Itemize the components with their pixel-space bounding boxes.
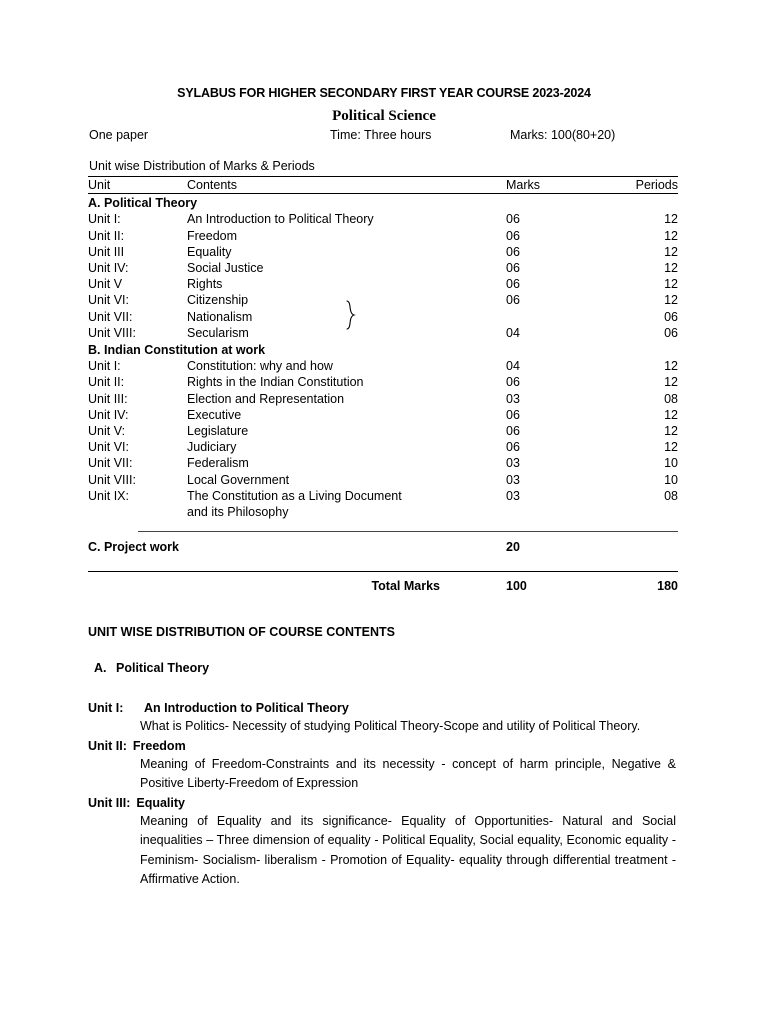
row-periods: 12 (664, 244, 678, 259)
row-periods: 08 (664, 488, 678, 503)
row-marks: 03 (506, 456, 520, 471)
total-marks-label: Total Marks (371, 579, 440, 593)
table-row (88, 260, 678, 276)
row-periods: 12 (664, 359, 678, 374)
column-header-unit: Unit (88, 178, 111, 192)
project-work-label: C. Project work (88, 540, 179, 554)
row-unit: Unit III (88, 244, 125, 259)
row-unit: Unit V: (88, 424, 126, 439)
row-contents (187, 309, 506, 325)
table-row (88, 391, 678, 407)
distribution-caption: Unit wise Distribution of Marks & Periods (89, 159, 315, 173)
row-unit: Unit V (88, 277, 123, 292)
section-title-b: B. Indian Constitution at work (88, 343, 266, 358)
row-periods: 12 (664, 277, 678, 292)
row-periods: 10 (664, 456, 678, 471)
row-unit: Unit II: (88, 228, 125, 243)
group-title: Political Theory (116, 661, 210, 675)
row-contents: Equality (187, 244, 232, 259)
row-contents: Constitution: why and how (187, 359, 333, 374)
row-periods: 12 (664, 212, 678, 227)
row-periods: 08 (664, 391, 678, 406)
row-unit: Unit IV: (88, 261, 129, 276)
row-marks (506, 309, 602, 325)
table-header-row (88, 177, 678, 193)
row-contents: Citizenship (187, 293, 249, 308)
unit-body-3: Meaning of Equality and its significance- Equality of Opportunities- Natural and Social inequalities – Three dimension of equality - Political Equality, Social equality, Economic equality - Feminism- Socialism- liberalism - Promotion of Equality- equality through differential treatment -Affirmative Action. (140, 813, 676, 886)
table-row (88, 504, 678, 520)
row-periods: 06 (664, 325, 678, 340)
unit-heading-3 (88, 794, 676, 812)
row-unit (88, 504, 187, 520)
row-unit: Unit IX: (88, 488, 129, 503)
table-row (88, 276, 678, 292)
unit-body-1: What is Politics- Necessity of studying Political Theory-Scope and utility of Political Theory. (140, 719, 641, 733)
row-marks: 04 (506, 325, 520, 340)
marks-distribution-table (88, 176, 678, 520)
row-contents: Executive (187, 407, 242, 422)
row-contents: Rights (187, 277, 223, 292)
row-periods: 06 (664, 309, 678, 324)
row-marks: 06 (506, 375, 520, 390)
table-row (88, 309, 678, 325)
project-work-marks: 20 (506, 540, 520, 554)
row-periods (602, 504, 678, 520)
course-contents-section (88, 625, 676, 890)
section-title-a: A. Political Theory (88, 196, 198, 211)
table-section-heading-row (88, 194, 678, 211)
total-rule (88, 571, 678, 572)
unit-label: Unit I: (88, 701, 124, 715)
project-rule (138, 531, 678, 532)
row-unit: Unit VI: (88, 293, 129, 308)
row-contents: Social Justice (187, 261, 264, 276)
table-row (88, 228, 678, 244)
row-contents: Local Government (187, 472, 290, 487)
row-unit: Unit VIII: (88, 325, 136, 340)
total-marks-value: 100 (506, 579, 527, 593)
row-marks: 04 (506, 359, 520, 374)
table-row (88, 472, 678, 488)
row-contents: Legislature (187, 424, 249, 439)
row-unit: Unit I: (88, 359, 121, 374)
total-periods-value: 180 (657, 579, 678, 593)
table-row (88, 439, 678, 455)
row-marks: 03 (506, 391, 520, 406)
page-title: SYLABUS FOR HIGHER SECONDARY FIRST YEAR COURSE 2023-2024 (177, 86, 591, 100)
row-periods: 12 (664, 293, 678, 308)
unit-label: Unit III: (88, 795, 131, 810)
subject-title: Political Science (332, 108, 436, 124)
row-unit: Unit III: (88, 391, 128, 406)
column-header-periods: Periods (635, 178, 678, 192)
row-unit: Unit IV: (88, 407, 129, 422)
row-periods: 12 (664, 261, 678, 276)
table-row (88, 423, 678, 439)
table-row (88, 374, 678, 390)
row-marks: 06 (506, 212, 520, 227)
unit-label: Unit II: (88, 738, 127, 753)
row-unit: Unit VI: (88, 440, 129, 455)
row-marks: 06 (506, 228, 520, 243)
table-row (88, 488, 678, 504)
row-contents: and its Philosophy (187, 505, 289, 520)
row-contents: Secularism (187, 325, 249, 340)
unit-title: Freedom (132, 738, 186, 753)
row-marks: 06 (506, 244, 520, 259)
row-periods: 12 (664, 440, 678, 455)
table-row (88, 325, 678, 341)
unit-heading-2 (88, 737, 676, 755)
row-marks: 06 (506, 407, 520, 422)
row-contents: Election and Representation (187, 391, 345, 406)
table-row (88, 358, 678, 374)
column-header-contents: Contents (187, 178, 238, 192)
exam-time-label: Time: Three hours (330, 128, 432, 142)
row-marks: 03 (506, 472, 520, 487)
unit-heading-1 (88, 699, 676, 717)
unit-title: Equality (136, 795, 185, 810)
row-contents-text: Nationalism (187, 309, 253, 324)
course-group-heading (94, 661, 676, 675)
row-periods: 12 (664, 228, 678, 243)
row-marks: 06 (506, 440, 520, 455)
row-marks: 06 (506, 293, 520, 308)
table-row (88, 292, 678, 308)
table-row (88, 244, 678, 260)
row-periods: 10 (664, 472, 678, 487)
table-section-heading-row (88, 341, 678, 358)
column-header-marks: Marks (506, 178, 541, 192)
row-unit: Unit VIII: (88, 472, 136, 487)
course-contents-heading: UNIT WISE DISTRIBUTION OF COURSE CONTENTS (88, 625, 395, 639)
row-marks: 03 (506, 488, 520, 503)
exam-marks-label: Marks: 100(80+20) (510, 128, 616, 142)
row-contents: Judiciary (187, 440, 237, 455)
row-unit: Unit II: (88, 375, 125, 390)
row-marks: 06 (506, 424, 520, 439)
table-row (88, 211, 678, 227)
paper-count-label: One paper (89, 128, 149, 142)
unit-body-2: Meaning of Freedom-Constraints and its necessity - concept of harm principle, Negative & Positive Liberty-Freedom of Expression (140, 756, 676, 790)
row-contents: Rights in the Indian Constitution (187, 375, 364, 390)
table-row (88, 407, 678, 423)
row-periods: 12 (664, 375, 678, 390)
row-contents: The Constitution as a Living Document (187, 488, 402, 503)
row-unit: Unit VII: (88, 456, 133, 471)
row-contents: Federalism (187, 456, 249, 471)
row-marks: 06 (506, 277, 520, 292)
row-periods: 12 (664, 424, 678, 439)
row-marks (506, 504, 602, 520)
row-marks: 06 (506, 261, 520, 276)
row-contents: An Introduction to Political Theory (187, 212, 374, 227)
unit-title: An Introduction to Political Theory (144, 701, 349, 715)
group-letter: A. (94, 661, 107, 675)
table-row (88, 455, 678, 471)
row-unit: Unit VII: (88, 309, 133, 324)
row-contents: Freedom (187, 228, 238, 243)
row-periods: 12 (664, 407, 678, 422)
row-unit: Unit I: (88, 212, 121, 227)
